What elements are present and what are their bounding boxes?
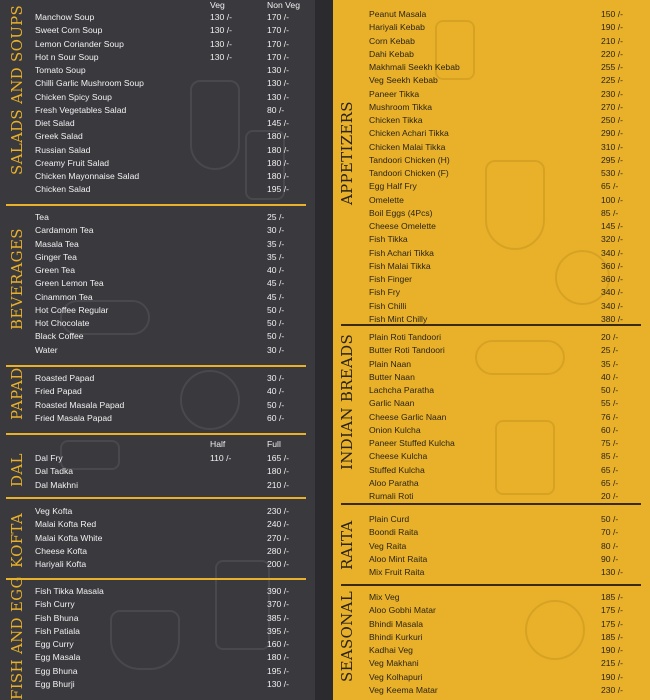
section-divider bbox=[6, 204, 306, 206]
menu-item-price-secondary: 65 /- bbox=[601, 181, 619, 192]
plate-doodle bbox=[180, 370, 240, 430]
menu-item-name: Chicken Tikka bbox=[369, 115, 423, 125]
menu-item-price-secondary: 20 /- bbox=[601, 332, 619, 342]
menu-item-name: Corn Kebab bbox=[369, 35, 415, 46]
menu-item-price-secondary: 530 /- bbox=[601, 168, 623, 178]
menu-item-price-secondary: 195 /- bbox=[267, 184, 289, 195]
menu-item-name: Dal Makhni bbox=[35, 479, 78, 490]
menu-item-price-secondary: 130 /- bbox=[267, 678, 289, 689]
menu-item-name: Veg Kolhapuri bbox=[369, 671, 423, 682]
menu-item-price-secondary: 25 /- bbox=[601, 345, 619, 356]
menu-item-price-secondary: 180 /- bbox=[267, 466, 289, 477]
menu-right-panel bbox=[325, 0, 650, 700]
menu-item-price-secondary: 380 /- bbox=[601, 313, 623, 324]
section-divider bbox=[341, 503, 641, 505]
menu-item-price-secondary: 130 /- bbox=[267, 91, 289, 102]
menu-item-name: Butter Roti Tandoori bbox=[369, 345, 445, 356]
menu-item-price-secondary: 200 /- bbox=[267, 559, 289, 569]
menu-item-price-secondary: 150 /- bbox=[601, 9, 623, 19]
menu-item-name: Egg Curry bbox=[35, 639, 74, 649]
menu-item-name: Veg Seekh Kebab bbox=[369, 75, 438, 86]
menu-item-name: Aloo Gobhi Matar bbox=[369, 605, 436, 616]
menu-item-price-secondary: 50 /- bbox=[267, 399, 285, 410]
menu-item-name: Dahi Kebab bbox=[369, 48, 414, 59]
menu-item-price-secondary: 30 /- bbox=[267, 225, 285, 236]
section-divider bbox=[6, 433, 306, 435]
section-divider bbox=[341, 584, 641, 586]
menu-item-name: Tea bbox=[35, 212, 49, 222]
menu-item-price-secondary: 55 /- bbox=[601, 398, 619, 409]
menu-item-price-secondary: 35 /- bbox=[267, 251, 285, 262]
menu-item-name: Chilli Garlic Mushroom Soup bbox=[35, 78, 144, 89]
menu-item-name: Fish Patiala bbox=[35, 625, 80, 636]
menu-item-price-secondary: 50 /- bbox=[267, 331, 285, 342]
menu-item-name: Bhindi Kurkuri bbox=[369, 631, 423, 642]
menu-item-price-secondary: 145 /- bbox=[267, 118, 289, 128]
menu-item-price-secondary: 40 /- bbox=[267, 265, 285, 275]
menu-item-name: Lachcha Paratha bbox=[369, 385, 434, 395]
menu-item-name: Hot Chocolate bbox=[35, 318, 90, 328]
section-title-papad: PAPAD bbox=[8, 367, 26, 420]
section-title-appetizers: APPETIZERS bbox=[338, 101, 356, 205]
menu-item-name: Russian Salad bbox=[35, 144, 91, 155]
menu-item-name: Tomato Soup bbox=[35, 65, 86, 75]
menu-item-name: Hariyali Kofta bbox=[35, 559, 87, 569]
menu-item-price-secondary: 310 /- bbox=[601, 141, 623, 152]
menu-item-price-secondary: 175 /- bbox=[601, 605, 623, 616]
menu-item-name: Plain Naan bbox=[369, 358, 412, 369]
menu-item-price-secondary: 340 /- bbox=[601, 300, 623, 311]
column-header: Veg bbox=[210, 0, 225, 10]
menu-item-price-secondary: 190 /- bbox=[601, 22, 623, 33]
menu-item-name: Onion Kulcha bbox=[369, 424, 421, 435]
menu-item-name: Fish Chilli bbox=[369, 300, 407, 311]
menu-item-name: Cheese Kulcha bbox=[369, 451, 428, 462]
menu-item-price-secondary: 320 /- bbox=[601, 234, 623, 245]
menu-item-name: Cheese Kofta bbox=[35, 545, 88, 556]
menu-item-name: Aloo Mint Raita bbox=[369, 553, 428, 564]
menu-item-price-secondary: 170 /- bbox=[267, 25, 289, 36]
menu-item-price-secondary: 180 /- bbox=[267, 652, 289, 663]
menu-item-price-secondary: 85 /- bbox=[601, 451, 619, 462]
menu-item-name: Chicken Spicy Soup bbox=[35, 91, 112, 102]
menu-item-name: Fish Fry bbox=[369, 287, 401, 298]
menu-item-name: Veg Keema Matar bbox=[369, 684, 438, 695]
menu-item-name: Chicken Malai Tikka bbox=[369, 141, 446, 152]
menu-item-name: Bhindi Masala bbox=[369, 618, 423, 629]
menu-item-price: 130 /- bbox=[210, 51, 232, 62]
menu-item-name: Boil Eggs (4Pcs) bbox=[369, 207, 433, 218]
menu-item-price-secondary: 35 /- bbox=[601, 358, 619, 369]
menu-item-price-secondary: 270 /- bbox=[601, 101, 623, 112]
menu-item-name: Mix Veg bbox=[369, 592, 400, 602]
menu-item-name: Veg Kofta bbox=[35, 506, 73, 516]
menu-item-price-secondary: 360 /- bbox=[601, 274, 623, 284]
menu-item-name: Fish Malai Tikka bbox=[369, 260, 431, 271]
column-header: Full bbox=[267, 439, 281, 449]
menu-item-price-secondary: 20 /- bbox=[601, 491, 619, 501]
menu-item-name: Omelette bbox=[369, 194, 404, 205]
menu-item-price-secondary: 50 /- bbox=[267, 304, 285, 315]
menu-item-price-secondary: 230 /- bbox=[601, 88, 623, 99]
menu-item-price-secondary: 60 /- bbox=[601, 424, 619, 435]
menu-item-name: Black Coffee bbox=[35, 331, 84, 342]
section-title-breads: INDIAN BREADS bbox=[338, 333, 356, 470]
menu-item-price-secondary: 65 /- bbox=[601, 464, 619, 475]
menu-item-name: Cheese Garlic Naan bbox=[369, 411, 447, 422]
menu-item-name: Fish Tikka bbox=[369, 234, 408, 245]
section-divider bbox=[341, 324, 641, 326]
menu-item-price-secondary: 255 /- bbox=[601, 62, 623, 72]
cake-doodle bbox=[485, 160, 545, 250]
menu-item-price-secondary: 170 /- bbox=[267, 38, 289, 49]
menu-item-name: Kadhai Veg bbox=[369, 645, 413, 655]
menu-item-price-secondary: 290 /- bbox=[601, 128, 623, 139]
menu-item-price-secondary: 35 /- bbox=[267, 238, 285, 249]
menu-item-price-secondary: 90 /- bbox=[601, 553, 619, 564]
menu-item-price-secondary: 230 /- bbox=[601, 684, 623, 695]
menu-item-price-secondary: 220 /- bbox=[601, 48, 623, 59]
menu-item-name: Dal Fry bbox=[35, 453, 63, 463]
menu-item-price-secondary: 185 /- bbox=[601, 592, 623, 602]
menu-item-price-secondary: 185 /- bbox=[601, 631, 623, 642]
section-divider bbox=[6, 578, 306, 580]
menu-item-price-secondary: 80 /- bbox=[267, 104, 285, 115]
menu-item-name: Rumali Roti bbox=[369, 491, 414, 501]
menu-item-name: Plain Curd bbox=[369, 514, 410, 524]
menu-item-price-secondary: 65 /- bbox=[601, 477, 619, 488]
menu-item-price-secondary: 25 /- bbox=[267, 212, 285, 222]
menu-item-name: Diet Salad bbox=[35, 118, 75, 128]
menu-item-price: 130 /- bbox=[210, 38, 232, 49]
section-title-seasonal: SEASONAL bbox=[338, 591, 356, 682]
menu-item-name: Fish Tikka Masala bbox=[35, 586, 104, 596]
menu-item-price-secondary: 40 /- bbox=[601, 371, 619, 382]
menu-item-name: Roasted Masala Papad bbox=[35, 399, 125, 410]
menu-item-name: Fried Papad bbox=[35, 386, 82, 397]
menu-item-name: Dal Tadka bbox=[35, 466, 74, 477]
menu-item-price-secondary: 340 /- bbox=[601, 287, 623, 298]
menu-item-name: Sweet Corn Soup bbox=[35, 25, 103, 36]
menu-item-name: Plain Roti Tandoori bbox=[369, 332, 441, 342]
menu-item-name: Egg Half Fry bbox=[369, 181, 417, 192]
menu-item-name: Paneer Stuffed Kulcha bbox=[369, 438, 455, 448]
menu-item-name: Creamy Fruit Salad bbox=[35, 157, 110, 168]
menu-item-name: Veg Makhani bbox=[369, 658, 419, 669]
menu-item-name: Mix Fruit Raita bbox=[369, 567, 425, 577]
menu-item-price-secondary: 225 /- bbox=[601, 75, 623, 86]
menu-item-name: Fish Finger bbox=[369, 274, 412, 284]
menu-item-name: Stuffed Kulcha bbox=[369, 464, 425, 475]
menu-item-price-secondary: 100 /- bbox=[601, 194, 623, 205]
section-title-beverages: BEVERAGES bbox=[8, 228, 26, 330]
menu-item-name: Paneer Tikka bbox=[369, 88, 420, 99]
menu-item-price-secondary: 390 /- bbox=[267, 586, 289, 596]
menu-item-price-secondary: 80 /- bbox=[601, 540, 619, 551]
menu-item-price-secondary: 170 /- bbox=[267, 51, 289, 62]
menu-item-name: Aloo Paratha bbox=[369, 477, 419, 488]
menu-item-price-secondary: 145 /- bbox=[601, 221, 623, 231]
menu-item-name: Water bbox=[35, 344, 58, 355]
menu-item-name: Fried Masala Papad bbox=[35, 412, 112, 423]
plate-doodle bbox=[525, 600, 585, 660]
menu-item-name: Hot n Sour Soup bbox=[35, 51, 99, 62]
menu-item-name: Chicken Achari Tikka bbox=[369, 128, 449, 139]
cup-doodle bbox=[190, 80, 240, 170]
menu-item-price: 110 /- bbox=[210, 453, 232, 463]
menu-item-price-secondary: 76 /- bbox=[601, 411, 619, 422]
section-title-kofta: KOFTA bbox=[8, 512, 26, 568]
menu-item-price-secondary: 160 /- bbox=[267, 639, 289, 649]
menu-item-name: Roasted Papad bbox=[35, 373, 95, 383]
menu-item-price-secondary: 210 /- bbox=[601, 35, 623, 46]
menu-item-name: Hariyali Kebab bbox=[369, 22, 425, 33]
bread-doodle bbox=[475, 340, 565, 375]
menu-item-price-secondary: 165 /- bbox=[267, 453, 289, 463]
menu-item-name: Garlic Naan bbox=[369, 398, 415, 409]
menu-item-name: Fish Mint Chilly bbox=[369, 313, 428, 324]
menu-item-name: Chicken Mayonnaise Salad bbox=[35, 171, 140, 181]
section-title-fish: FISH AND EGG bbox=[8, 576, 26, 700]
menu-item-name: Tandoori Chicken (F) bbox=[369, 168, 449, 178]
menu-item-name: Cheese Omelette bbox=[369, 221, 436, 231]
menu-item-price-secondary: 180 /- bbox=[267, 131, 289, 142]
menu-item-price-secondary: 30 /- bbox=[267, 344, 285, 355]
menu-item-name: Cardamom Tea bbox=[35, 225, 94, 236]
menu-item-price-secondary: 270 /- bbox=[267, 532, 289, 543]
menu-item-name: Boondi Raita bbox=[369, 527, 419, 538]
menu-item-price-secondary: 45 /- bbox=[267, 278, 285, 289]
fries-doodle bbox=[215, 560, 270, 650]
menu-item-name: Fish Curry bbox=[35, 599, 75, 610]
menu-item-price-secondary: 60 /- bbox=[267, 412, 285, 423]
menu-item-name: Chicken Salad bbox=[35, 184, 91, 195]
menu-item-name: Tandoori Chicken (H) bbox=[369, 154, 450, 165]
section-title-raita: RAITA bbox=[338, 520, 356, 570]
fries-doodle bbox=[495, 420, 555, 495]
menu-item-price-secondary: 230 /- bbox=[267, 506, 289, 516]
menu-item-price-secondary: 250 /- bbox=[601, 115, 623, 125]
section-title-dal: DAL bbox=[8, 453, 26, 487]
menu-item-price-secondary: 195 /- bbox=[267, 665, 289, 676]
section-divider bbox=[6, 497, 306, 499]
section-divider bbox=[6, 365, 306, 367]
menu-item-name: Egg Bhurji bbox=[35, 678, 75, 689]
menu-item-name: Malai Kofta White bbox=[35, 532, 103, 543]
menu-item-name: Malai Kofta Red bbox=[35, 519, 97, 530]
menu-item-price-secondary: 395 /- bbox=[267, 625, 289, 636]
menu-item-name: Hot Coffee Regular bbox=[35, 304, 109, 315]
menu-item-price-secondary: 175 /- bbox=[601, 618, 623, 629]
menu-item-price-secondary: 50 /- bbox=[601, 385, 619, 395]
menu-item-price-secondary: 45 /- bbox=[267, 291, 285, 302]
panel-gutter bbox=[315, 0, 333, 700]
menu-item-price-secondary: 360 /- bbox=[601, 260, 623, 271]
menu-item-name: Fish Achari Tikka bbox=[369, 247, 434, 258]
menu-item-name: Green Tea bbox=[35, 265, 75, 275]
menu-item-price-secondary: 210 /- bbox=[267, 479, 289, 490]
menu-item-price-secondary: 295 /- bbox=[601, 154, 623, 165]
menu-item-price-secondary: 170 /- bbox=[267, 12, 289, 22]
menu-item-price: 130 /- bbox=[210, 12, 232, 22]
menu-item-name: Masala Tea bbox=[35, 238, 79, 249]
menu-item-price-secondary: 180 /- bbox=[267, 144, 289, 155]
column-header: Half bbox=[210, 439, 226, 449]
menu-item-price-secondary: 240 /- bbox=[267, 519, 289, 530]
menu-item-price: 130 /- bbox=[210, 25, 232, 36]
menu-item-name: Green Lemon Tea bbox=[35, 278, 104, 289]
menu-item-price-secondary: 130 /- bbox=[267, 78, 289, 89]
menu-item-price-secondary: 50 /- bbox=[267, 318, 285, 328]
menu-item-price-secondary: 130 /- bbox=[601, 567, 623, 577]
column-header: Non Veg bbox=[267, 0, 300, 10]
menu-item-name: Ginger Tea bbox=[35, 251, 77, 262]
menu-item-price-secondary: 190 /- bbox=[601, 645, 623, 655]
menu-item-name: Fresh Vegetables Salad bbox=[35, 104, 127, 115]
menu-item-price-secondary: 70 /- bbox=[601, 527, 619, 538]
menu-item-price-secondary: 280 /- bbox=[267, 545, 289, 556]
menu-item-name: Egg Bhuna bbox=[35, 665, 78, 676]
menu-item-price-secondary: 85 /- bbox=[601, 207, 619, 218]
menu-item-price-secondary: 180 /- bbox=[267, 157, 289, 168]
menu-item-price-secondary: 215 /- bbox=[601, 658, 623, 669]
menu-item-price-secondary: 180 /- bbox=[267, 171, 289, 181]
menu-item-price-secondary: 30 /- bbox=[267, 373, 285, 383]
menu-item-price-secondary: 340 /- bbox=[601, 247, 623, 258]
menu-item-name: Peanut Masala bbox=[369, 9, 427, 19]
menu-item-price-secondary: 40 /- bbox=[267, 386, 285, 397]
menu-item-name: Makhmali Seekh Kebab bbox=[369, 62, 460, 72]
menu-item-name: Mushroom Tikka bbox=[369, 101, 433, 112]
menu-item-price-secondary: 385 /- bbox=[267, 612, 289, 623]
section-title-soups: SALADS AND SOUPS bbox=[8, 4, 26, 175]
menu-item-price-secondary: 370 /- bbox=[267, 599, 289, 610]
menu-item-name: Cinammon Tea bbox=[35, 291, 93, 302]
menu-item-name: Fish Bhuna bbox=[35, 612, 79, 623]
menu-item-price-secondary: 75 /- bbox=[601, 438, 619, 448]
menu-item-name: Egg Masala bbox=[35, 652, 81, 663]
menu-item-name: Manchow Soup bbox=[35, 12, 95, 22]
cake-doodle bbox=[110, 610, 180, 670]
menu-item-name: Veg Raita bbox=[369, 540, 407, 551]
menu-item-name: Butter Naan bbox=[369, 371, 415, 382]
menu-item-price-secondary: 130 /- bbox=[267, 65, 289, 75]
menu-item-price-secondary: 50 /- bbox=[601, 514, 619, 524]
menu-item-price-secondary: 190 /- bbox=[601, 671, 623, 682]
menu-item-name: Greek Salad bbox=[35, 131, 83, 142]
menu-item-name: Lemon Coriander Soup bbox=[35, 38, 124, 49]
